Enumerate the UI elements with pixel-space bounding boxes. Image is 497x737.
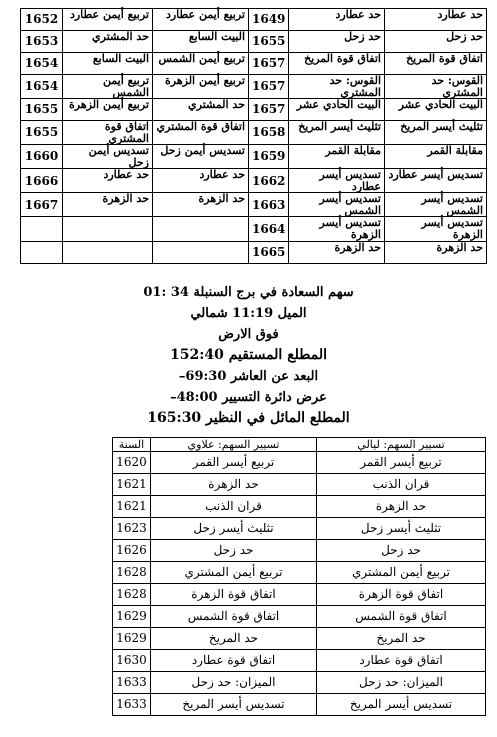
aspect-cell: البيت الحادي عشر xyxy=(385,99,487,121)
year-cell: 1665 xyxy=(249,241,289,263)
info-line: المطلع المستقيم 152:40 xyxy=(169,347,328,363)
aspect-cell: تسديس أيسر الزهرة xyxy=(289,217,385,241)
aspect-cell: تسديس أيسر المريخ xyxy=(317,694,486,716)
year-cell: 1666 xyxy=(21,169,63,193)
info-line: عرض دائرة التسيير 48:00– xyxy=(170,390,327,405)
aspect-cell: اتفاق قوة المشتري xyxy=(63,121,153,145)
aspect-cell: اتفاق قوة الشمس xyxy=(151,606,317,628)
year-cell xyxy=(21,241,63,263)
aspect-cell: القوس: حد المشتري xyxy=(385,75,487,99)
year-cell: 1663 xyxy=(249,193,289,217)
year-cell: 1655 xyxy=(21,121,63,145)
aspect-cell: مقابلة القمر xyxy=(289,145,385,169)
table-row xyxy=(113,474,486,496)
aspect-cell: اتفاق قوة الشمس xyxy=(317,606,486,628)
aspect-cell: تثليث أيسر زحل xyxy=(151,518,317,540)
year-cell: 1630 xyxy=(113,650,151,672)
year-cell: 1660 xyxy=(21,145,63,169)
table-row xyxy=(113,628,486,650)
aspect-cell: حد عطارد xyxy=(63,169,153,193)
year-cell: 1620 xyxy=(113,452,151,474)
table-row xyxy=(21,145,487,169)
aspect-cell: حد الزهرة xyxy=(151,474,317,496)
table-row xyxy=(113,584,486,606)
table-row xyxy=(113,540,486,562)
aspect-cell: حد زحل xyxy=(317,540,486,562)
table-row xyxy=(113,650,486,672)
aspect-cell: حد الزهرة xyxy=(385,241,487,263)
table-row xyxy=(21,99,487,121)
info-line: البعد عن العاشر 69:30– xyxy=(178,369,319,384)
year-cell: 1657 xyxy=(249,53,289,75)
aspect-cell: تسديس أيمن زحل xyxy=(153,145,249,169)
year-cell: 1667 xyxy=(21,193,63,217)
aspect-cell: تربيع أيسر القمر xyxy=(151,452,317,474)
aspect-cell: حد الزهرة xyxy=(153,193,249,217)
aspect-cell: مقابلة القمر xyxy=(385,145,487,169)
aspect-cell: قران الذنب xyxy=(151,496,317,518)
table-row xyxy=(113,672,486,694)
year-cell: 1633 xyxy=(113,694,151,716)
year-cell: 1654 xyxy=(21,75,63,99)
aspect-cell: البيت السابع xyxy=(63,53,153,75)
aspect-cell: اتفاق قوة عطارد xyxy=(151,650,317,672)
aspect-cell: تسديس أيسر الشمس xyxy=(385,193,487,217)
year-cell: 1657 xyxy=(249,99,289,121)
year-cell: 1626 xyxy=(113,540,151,562)
aspect-cell: حد عطارد xyxy=(385,9,487,31)
aspect-cell: حد الزهرة xyxy=(317,496,486,518)
aspect-cell: حد المريخ xyxy=(317,628,486,650)
table-row xyxy=(113,606,486,628)
table-header-row xyxy=(113,438,486,452)
year-cell: 1655 xyxy=(249,31,289,53)
aspect-cell: اتفاق قوة المشتري xyxy=(153,121,249,145)
table-row xyxy=(21,169,487,193)
aspect-cell: تربيع أيسر القمر xyxy=(317,452,486,474)
top-directions-table xyxy=(20,8,487,264)
lot-direction-table xyxy=(112,437,486,716)
column-header-year: السنة xyxy=(113,438,151,452)
aspect-cell: حد المشتري xyxy=(63,31,153,53)
year-cell: 1628 xyxy=(113,584,151,606)
table-row xyxy=(21,241,487,263)
aspect-cell: تسديس أيمن زحل xyxy=(63,145,153,169)
aspect-cell: البيت السابع xyxy=(153,31,249,53)
aspect-cell xyxy=(63,217,153,241)
aspect-cell: حد زحل xyxy=(385,31,487,53)
aspect-cell: حد عطارد xyxy=(153,169,249,193)
info-line: فوق الارض xyxy=(218,327,279,342)
aspect-cell: اتفاق قوة المريخ xyxy=(385,53,487,75)
year-cell: 1664 xyxy=(249,217,289,241)
aspect-cell: حد زحل xyxy=(151,540,317,562)
aspect-cell: تسديس أيسر عطارد xyxy=(289,169,385,193)
aspect-cell xyxy=(63,241,153,263)
table-row xyxy=(21,193,487,217)
aspect-cell: الميزان: حد زحل xyxy=(317,672,486,694)
aspect-cell: حد المريخ xyxy=(151,628,317,650)
year-cell: 1629 xyxy=(113,628,151,650)
year-cell: 1652 xyxy=(21,9,63,31)
aspect-cell: الميزان: حد زحل xyxy=(151,672,317,694)
year-cell: 1662 xyxy=(249,169,289,193)
table-row xyxy=(21,9,487,31)
year-cell: 1628 xyxy=(113,562,151,584)
column-header-day: تسيير السهم: علاوي xyxy=(151,438,317,452)
info-line: المطلع المائل في النظير 165:30 xyxy=(147,410,350,426)
year-cell: 1633 xyxy=(113,672,151,694)
aspect-cell: تربيع أيمن عطارد xyxy=(153,9,249,31)
year-cell: 1621 xyxy=(113,474,151,496)
aspect-cell: حد الزهرة xyxy=(63,193,153,217)
aspect-cell: تسديس أيسر الشمس xyxy=(289,193,385,217)
table-row xyxy=(113,562,486,584)
year-cell: 1629 xyxy=(113,606,151,628)
table-row xyxy=(21,31,487,53)
year-cell: 1658 xyxy=(249,121,289,145)
info-line: سهم السعادة في برج السنبلة 34 :01 xyxy=(143,285,354,300)
aspect-cell: تربيع أيمن المشتري xyxy=(151,562,317,584)
table-row xyxy=(113,694,486,716)
table-row xyxy=(21,53,487,75)
year-cell: 1623 xyxy=(113,518,151,540)
aspect-cell: تثليث أيسر المريخ xyxy=(289,121,385,145)
aspect-cell: حد المشتري xyxy=(153,99,249,121)
year-cell: 1659 xyxy=(249,145,289,169)
aspect-cell: القوس: حد المشتري xyxy=(289,75,385,99)
year-cell: 1657 xyxy=(249,75,289,99)
aspect-cell: البيت الحادي عشر xyxy=(289,99,385,121)
aspect-cell: اتفاق قوة عطارد xyxy=(317,650,486,672)
aspect-cell: تثليث أيسر المريخ xyxy=(385,121,487,145)
aspect-cell: حد الزهرة xyxy=(289,241,385,263)
column-header-night: تسيير السهم: ليالي xyxy=(317,438,486,452)
info-line: الميل 11:19 شمالي xyxy=(190,306,307,321)
year-cell: 1653 xyxy=(21,31,63,53)
aspect-cell: تربيع أيمن عطارد xyxy=(63,9,153,31)
aspect-cell: تسديس أيسر الزهرة xyxy=(385,217,487,241)
aspect-cell: اتفاق قوة الزهرة xyxy=(317,584,486,606)
aspect-cell: اتفاق قوة الزهرة xyxy=(151,584,317,606)
year-cell: 1655 xyxy=(21,99,63,121)
year-cell: 1621 xyxy=(113,496,151,518)
aspect-cell: حد زحل xyxy=(289,31,385,53)
year-cell xyxy=(21,217,63,241)
aspect-cell: تربيع أيمن الزهرة xyxy=(63,99,153,121)
table-row xyxy=(21,75,487,99)
aspect-cell: تربيع أيمن الشمس xyxy=(63,75,153,99)
aspect-cell: قران الذنب xyxy=(317,474,486,496)
table-row xyxy=(21,217,487,241)
aspect-cell xyxy=(153,241,249,263)
aspect-cell: تثليث أيسر زحل xyxy=(317,518,486,540)
table-row xyxy=(113,496,486,518)
year-cell: 1649 xyxy=(249,9,289,31)
aspect-cell xyxy=(153,217,249,241)
table-row xyxy=(21,121,487,145)
aspect-cell: تربيع أيمن الزهرة xyxy=(153,75,249,99)
aspect-cell: تربيع أيمن المشتري xyxy=(317,562,486,584)
aspect-cell: حد عطارد xyxy=(289,9,385,31)
aspect-cell: تربيع أيمن الشمس xyxy=(153,53,249,75)
aspect-cell: تسديس أيسر المريخ xyxy=(151,694,317,716)
info-block xyxy=(0,282,497,429)
aspect-cell: اتفاق قوة المريخ xyxy=(289,53,385,75)
year-cell: 1654 xyxy=(21,53,63,75)
table-row xyxy=(113,518,486,540)
aspect-cell: تسديس أيسر عطارد xyxy=(385,169,487,193)
table-row xyxy=(113,452,486,474)
